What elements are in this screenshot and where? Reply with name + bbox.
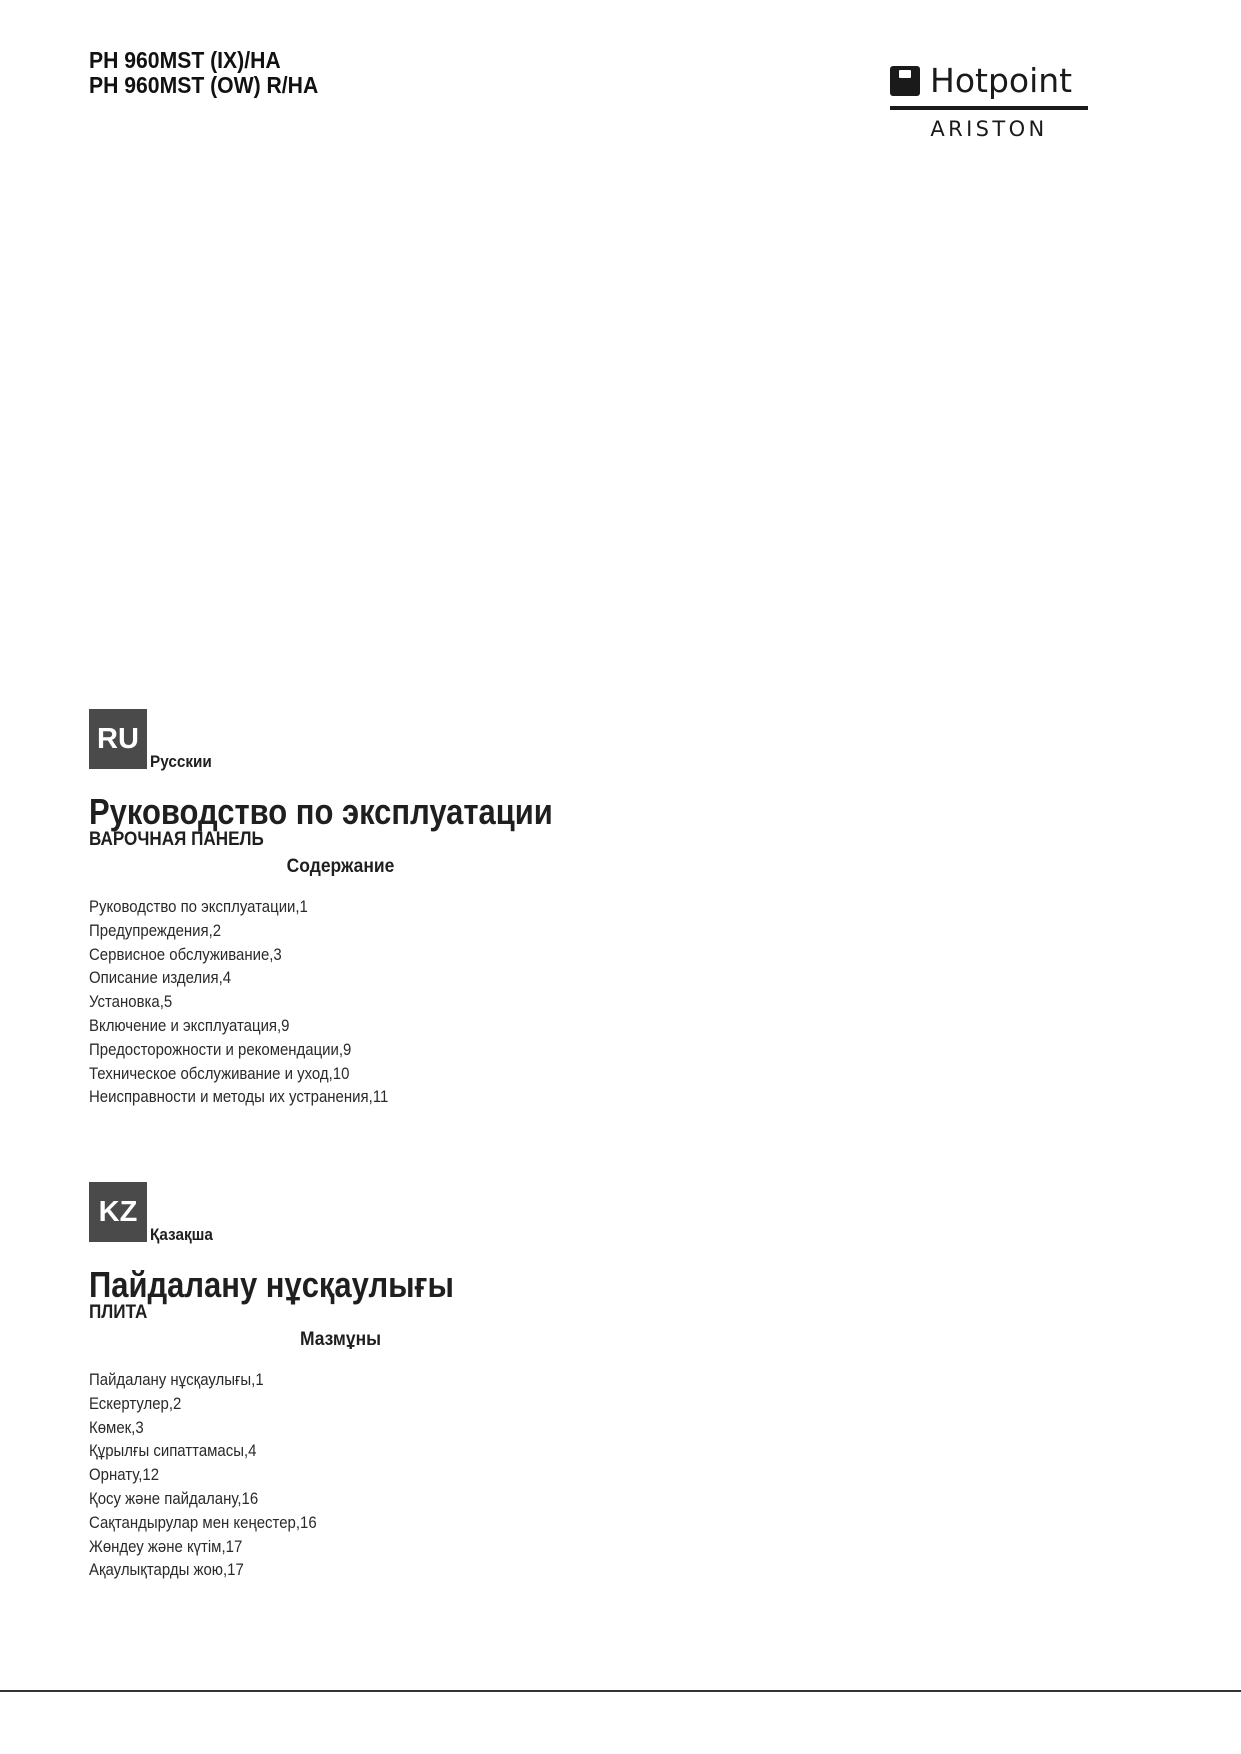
model-number-2: PH 960MST (OW) R/HA: [89, 72, 319, 98]
toc-entry: Описание изделия,4: [89, 968, 232, 988]
toc-entry: Жөндеу және күтім,17: [89, 1536, 243, 1556]
brand-sub: ARISTON: [930, 117, 1048, 141]
section-kazakh: [89, 1182, 789, 1582]
toc-entry: Руководство по эксплуатации,1: [89, 897, 308, 916]
toc-entry: Сервисное обслуживание,3: [89, 944, 282, 964]
document-title: Руководство по эксплуатации: [89, 791, 553, 832]
toc-entry: Установка,5: [89, 992, 173, 1012]
language-name: Русскии: [150, 752, 212, 771]
toc-entry: Орнату,12: [89, 1465, 160, 1485]
toc-entry: Предосторожности и рекомендации,9: [89, 1039, 352, 1059]
logo-top-row: [890, 60, 1088, 102]
toc-entry: Қосу және пайдалану,16: [89, 1488, 259, 1508]
logo-mark-icon: [890, 66, 920, 96]
brand-name: Hotpoint: [930, 61, 1073, 100]
document-title: Пайдалану нұсқаулығы: [89, 1264, 454, 1305]
toc-entry: Сақтандырулар мен кеңестер,16: [89, 1512, 317, 1532]
toc-entry: Включение и эксплуатация,9: [89, 1015, 290, 1035]
toc-heading: Мазмұны: [299, 1329, 382, 1350]
model-numbers: [89, 48, 318, 98]
toc-entry: Ақаулықтарды жою,17: [89, 1560, 244, 1580]
kz-badge: KZ: [89, 1182, 147, 1242]
logo-rule: [890, 106, 1088, 110]
table-of-contents: [89, 1368, 789, 1582]
document-subtitle: ПЛИТА: [89, 1302, 148, 1323]
toc-entry: Пайдалану нұсқаулығы,1: [89, 1370, 264, 1389]
footer-rule: [0, 1690, 1241, 1692]
language-row: [89, 1182, 789, 1242]
language-row: [89, 709, 789, 769]
toc-entry: Техническое обслуживание и уход,10: [89, 1063, 350, 1083]
language-name: Қазақша: [150, 1225, 213, 1244]
toc-entry: Ескертулер,2: [89, 1393, 182, 1413]
table-of-contents: [89, 895, 789, 1109]
toc-entry: Неисправности и методы их устранения,11: [89, 1087, 389, 1107]
ru-badge: RU: [89, 709, 147, 769]
toc-heading: Содержание: [286, 856, 395, 877]
document-subtitle: ВАРОЧНАЯ ПАНЕЛЬ: [89, 829, 264, 850]
toc-entry: Предупреждения,2: [89, 920, 222, 940]
toc-entry: Құрылғы сипаттамасы,4: [89, 1441, 257, 1461]
model-number-1: PH 960MST (IX)/HA: [89, 47, 281, 73]
brand-logo: [890, 60, 1088, 144]
section-russian: [89, 709, 789, 1109]
toc-entry: Көмек,3: [89, 1417, 144, 1437]
